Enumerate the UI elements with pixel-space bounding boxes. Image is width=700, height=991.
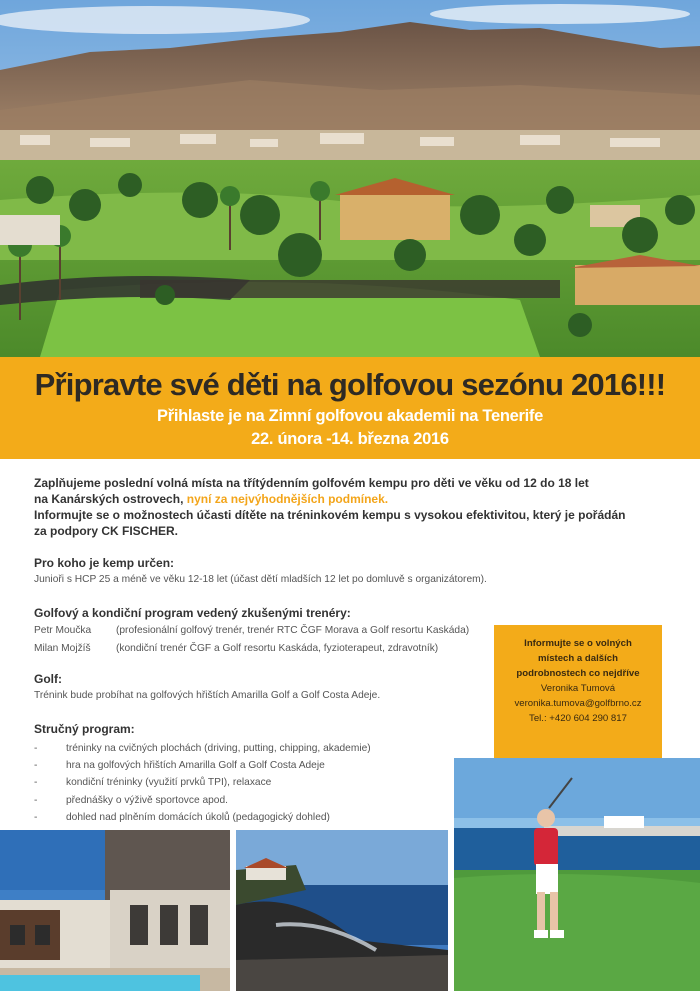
- list-item-text: přednášky o výživě sportovce apod.: [66, 794, 228, 806]
- intro-line-2: [34, 491, 674, 507]
- building-pool-image: [0, 830, 230, 991]
- photo-golfer: [454, 758, 700, 991]
- list-item: - přednášky o výživě sportovce apod.: [34, 794, 228, 806]
- trainer-role: (kondiční trenér ČGF a Golf resortu Kaskáda, fyzioterapeut, zdravotník): [116, 643, 439, 654]
- infobox-heading: [494, 625, 662, 681]
- contact-phone: Tel.: +420 604 290 817: [529, 713, 627, 724]
- intro-paragraph: [34, 475, 674, 539]
- list-item-text: hra na golfových hřištích Amarilla Golf a Golf Costa Adeje: [66, 760, 325, 772]
- list-item-text: tréninky na cvičných plochách (driving, putting, chipping, akademie): [66, 743, 371, 754]
- golf-section-title: Golf:: [34, 672, 62, 686]
- intro-line-1: Zaplňujeme poslední volná místa na třítýdenním golfovém kempu pro děti ve věku od 12 do 18 let: [34, 476, 589, 490]
- intro-line-4: za podpory CK FISCHER.: [34, 524, 179, 538]
- golf-resort-landscape: [0, 0, 700, 357]
- golf-section-text: Trénink bude probíhat na golfových hřištích Amarilla Golf a Golf Costa Adeje.: [34, 690, 381, 701]
- photo-coastline: [236, 830, 448, 991]
- photo-resort-building: [0, 830, 230, 991]
- intro-line-2-text: na Kanárských ostrovech,: [34, 492, 187, 506]
- infobox-heading-line: podrobnostech co nejdříve: [516, 668, 640, 679]
- short-program-list: [34, 740, 371, 826]
- infobox-heading-line: Informujte se o volných: [524, 638, 632, 649]
- trainer-row: [34, 622, 469, 640]
- main-headline: Připravte své děti na golfovou sezónu 2016!!!: [34, 367, 666, 402]
- list-item: - tréninky na cvičných plochách (driving, putting, chipping, akademie): [34, 743, 371, 754]
- list-item-text: kondiční tréninky (využití prvků TPI), relaxace: [66, 777, 272, 789]
- program-section-title: Golfový a kondiční program vedený zkušenými trenéry:: [34, 606, 351, 620]
- short-program-title: Stručný program:: [34, 722, 135, 736]
- coast-image: [236, 830, 448, 991]
- hero-photo: [0, 0, 700, 357]
- contact-infobox: [494, 625, 662, 758]
- golfer-image: [454, 758, 700, 991]
- trainer-role: (profesionální golfový trenér, trenér RTC ČGF Morava a Golf resortu Kaskáda): [116, 625, 470, 636]
- subtitle-line-1: Přihlaste je na Zimní golfovou akademii na Tenerife: [157, 407, 543, 425]
- contact-name: Veronika Tumová: [540, 683, 616, 694]
- subtitle-dates: 22. února -14. března 2016: [251, 430, 449, 448]
- intro-highlight: nyní za nejvýhodnějších podmínek.: [186, 492, 389, 506]
- infobox-heading-line: místech a dalších: [538, 653, 618, 664]
- intro-line-3: Informujte se o možnostech účasti dítěte na tréninkovém kempu s vysokou efektivitou, který je pořádán: [34, 508, 626, 522]
- list-item-text: dohled nad plněním domácích úkolů (pedagogický dohled): [66, 811, 330, 823]
- target-section-text: Junioři s HCP 25 a méně ve věku 12-18 let (účast dětí mladších 12 let po domluvě s organizátorem).: [34, 574, 487, 585]
- list-item: - kondiční tréninky (využití prvků TPI), relaxace: [34, 777, 272, 789]
- target-section-title: Pro koho je kemp určen:: [34, 556, 175, 570]
- headline-banner: [0, 357, 700, 459]
- trainer-name: Petr Moučka: [34, 625, 92, 636]
- trainer-name: Milan Mojžíš: [34, 643, 91, 654]
- contact-email[interactable]: veronika.tumova@golfbrno.cz: [514, 698, 642, 709]
- list-item: - dohled nad plněním domácích úkolů (pedagogický dohled): [34, 811, 330, 823]
- list-item: - hra na golfových hřištích Amarilla Golf a Golf Costa Adeje: [34, 760, 325, 772]
- trainer-row: [34, 640, 438, 658]
